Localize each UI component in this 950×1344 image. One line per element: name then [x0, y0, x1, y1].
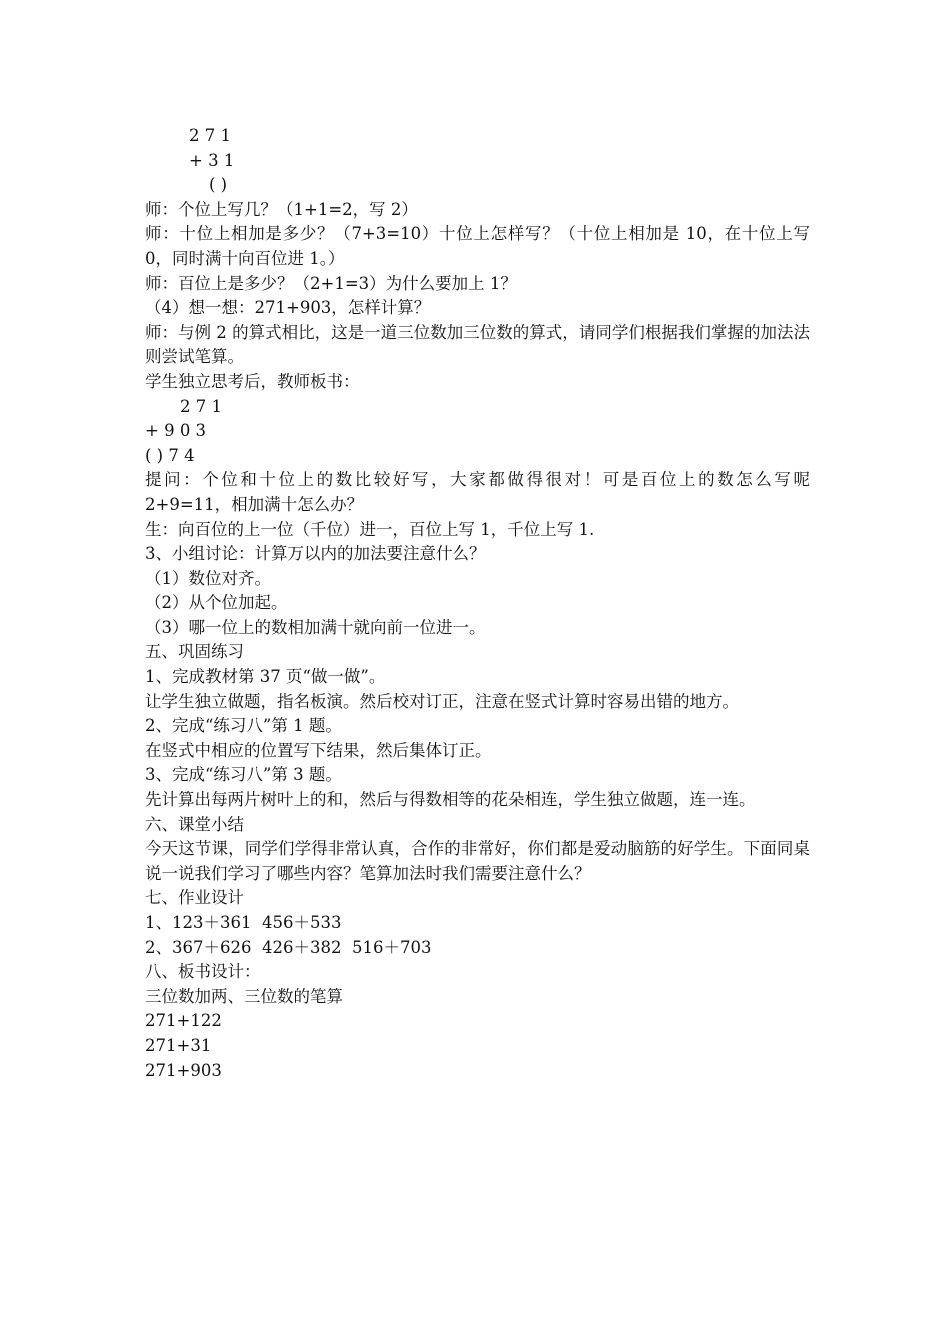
section-heading: 七、作业设计 — [145, 888, 244, 908]
board-line: 271+122 — [145, 1011, 222, 1031]
list-item: （3）哪一位上的数相加满十就向前一位进一。 — [145, 617, 486, 637]
paragraph: 今天这节课，同学们学得非常认真，合作的非常好，你们都是爱动脑筋的好学生。下面同桌说一说我们学习了哪些内容？笔算加法时我们需要注意什么？ — [145, 839, 810, 883]
vertical-addition-line: + 9 0 3 — [145, 421, 207, 441]
paragraph: 师：百位上是多少？（2+1=3）为什么要加上 1？ — [145, 273, 517, 293]
section-heading: 八、板书设计： — [145, 962, 261, 982]
vertical-addition-line: 2 7 1 — [189, 126, 231, 145]
paragraph: 师：个位上写几？（1+1=2，写 2） — [145, 199, 418, 219]
vertical-addition-line: ( ) 7 4 — [145, 445, 195, 465]
list-item: （2）从个位加起。 — [145, 593, 288, 613]
document-body — [145, 124, 810, 1083]
paragraph: 学生独立思考后，教师板书： — [145, 371, 360, 391]
homework-line: 2、367＋626 426＋382 516＋703 — [145, 937, 432, 957]
vertical-addition-line: 2 7 1 — [180, 396, 222, 416]
paragraph: 3、完成“练习八”第 3 题。 — [145, 765, 342, 785]
board-line: 271+903 — [145, 1060, 222, 1080]
paragraph: 提问：个位和十位上的数比较好写，大家都做得很对！可是百位上的数怎么写呢 2+9=11，相加满十怎么办？ — [145, 470, 810, 514]
paragraph: 2、完成“练习八”第 1 题。 — [145, 716, 342, 736]
paragraph: 师：与例 2 的算式相比，这是一道三位数加三位数的算式，请同学们根据我们掌握的加法法则尝试笔算。 — [145, 322, 810, 367]
vertical-addition-line: ( ) — [209, 175, 228, 195]
paragraph: 让学生独立做题，指名板演。然后校对订正，注意在竖式计算时容易出错的地方。 — [145, 691, 739, 711]
paragraph: 师：十位上相加是多少？（7+3=10）十位上怎样写？（十位上相加是 10，在十位上写 0，同时满十向百位进 1。） — [145, 224, 810, 268]
board-line: 271+31 — [145, 1035, 212, 1055]
vertical-addition-line: + 3 1 — [189, 150, 235, 170]
paragraph: 在竖式中相应的位置写下结果，然后集体订正。 — [145, 740, 492, 760]
section-heading: 五、巩固练习 — [145, 642, 244, 662]
paragraph: （4）想一想：271+903，怎样计算？ — [145, 298, 431, 318]
paragraph: 1、完成教材第 37 页“做一做”。 — [145, 667, 386, 687]
paragraph: 生：向百位的上一位（千位）进一，百位上写 1，千位上写 1. — [145, 519, 595, 539]
list-item: （1）数位对齐。 — [145, 568, 271, 588]
paragraph: 先计算出每两片树叶上的和，然后与得数相等的花朵相连，学生独立做题，连一连。 — [145, 790, 756, 810]
board-title: 三位数加两、三位数的笔算 — [145, 986, 343, 1006]
paragraph: 3、小组讨论：计算万以内的加法要注意什么？ — [145, 544, 486, 564]
homework-line: 1、123＋361 456＋533 — [145, 913, 342, 932]
section-heading: 六、课堂小结 — [145, 814, 244, 834]
